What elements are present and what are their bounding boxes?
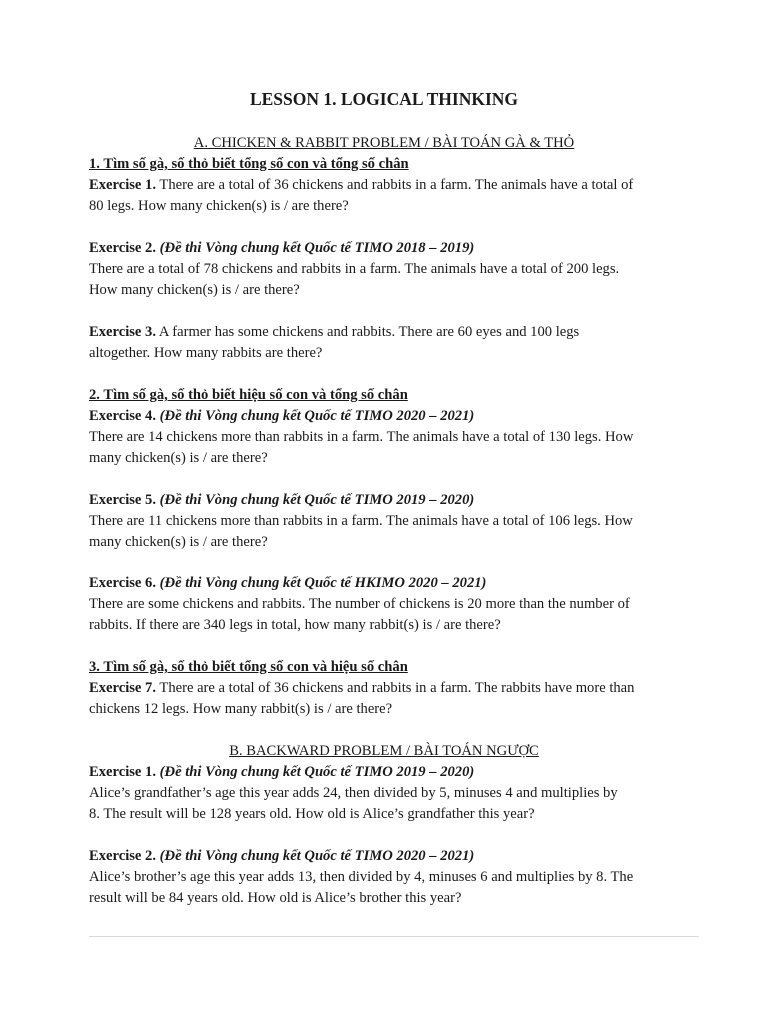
exercise-label: Exercise 2.	[89, 240, 157, 256]
exercise-b1	[89, 762, 697, 825]
exercise-a6	[89, 573, 697, 636]
exercise-a4	[89, 406, 697, 469]
exercise-text: 8. The result will be 128 years old. How old is Alice’s grandfather this year?	[89, 806, 535, 822]
exercise-label: Exercise 7.	[89, 680, 157, 696]
exercise-text: rabbits. If there are 340 legs in total, how many rabbit(s) is / are there?	[89, 617, 501, 633]
exercise-source: (Đề thi Vòng chung kết Quốc tế HKIMO 2020 – 2021)	[156, 575, 487, 591]
exercise-label: Exercise 1.	[89, 764, 157, 780]
exercise-label: Exercise 3.	[89, 324, 157, 340]
exercise-a3	[89, 322, 697, 364]
exercise-text: Alice’s grandfather’s age this year adds 24, then divided by 5, minuses 4 and multiplies by	[89, 785, 618, 801]
exercise-a5	[89, 490, 697, 553]
exercise-a1	[89, 175, 697, 217]
exercise-source: (Đề thi Vòng chung kết Quốc tế TIMO 2019 – 2020)	[156, 764, 475, 780]
exercise-text: many chicken(s) is / are there?	[89, 450, 268, 466]
exercise-text: many chicken(s) is / are there?	[89, 534, 268, 550]
exercise-label: Exercise 6.	[89, 575, 157, 591]
page-title: LESSON 1. LOGICAL THINKING	[249, 89, 519, 109]
exercise-text: chickens 12 legs. How many rabbit(s) is / are there?	[89, 701, 393, 717]
exercise-source: (Đề thi Vòng chung kết Quốc tế TIMO 2018 – 2019)	[156, 240, 475, 256]
section-a-heading: A. CHICKEN & RABBIT PROBLEM / BÀI TOÁN GÀ & THỎ	[193, 135, 575, 151]
section-b-heading: B. BACKWARD PROBLEM / BÀI TOÁN NGƯỢC	[229, 743, 539, 759]
exercise-source: (Đề thi Vòng chung kết Quốc tế TIMO 2020 – 2021)	[156, 848, 475, 864]
exercise-source: (Đề thi Vòng chung kết Quốc tế TIMO 2019 – 2020)	[156, 492, 475, 508]
subsection-2-heading: 2. Tìm số gà, số thỏ biết hiệu số con và tổng số chân	[89, 387, 408, 403]
exercise-text: There are 14 chickens more than rabbits in a farm. The animals have a total of 130 legs. How	[89, 429, 634, 445]
exercise-text: There are a total of 36 chickens and rabbits in a farm. The animals have a total of	[156, 177, 634, 193]
subsection-1-heading: 1. Tìm số gà, số thỏ biết tổng số con và tổng số chân	[89, 156, 409, 172]
exercise-label: Exercise 4.	[89, 408, 157, 424]
exercise-source: (Đề thi Vòng chung kết Quốc tế TIMO 2020 – 2021)	[156, 408, 475, 424]
exercise-text: How many chicken(s) is / are there?	[89, 282, 300, 298]
exercise-label: Exercise 2.	[89, 848, 157, 864]
exercise-a7	[89, 678, 697, 720]
exercise-text: There are some chickens and rabbits. The number of chickens is 20 more than the number of	[89, 596, 630, 612]
exercise-text: A farmer has some chickens and rabbits. There are 60 eyes and 100 legs	[156, 324, 580, 340]
exercise-text: There are a total of 36 chickens and rabbits in a farm. The rabbits have more than	[156, 680, 635, 696]
exercise-text: altogether. How many rabbits are there?	[89, 345, 323, 361]
exercise-text: Alice’s brother’s age this year adds 13, then divided by 4, minuses 6 and multiplies by 8. The	[89, 869, 634, 885]
subsection-3-heading: 3. Tìm số gà, số thỏ biết tổng số con và hiệu số chân	[89, 659, 408, 675]
exercise-text: 80 legs. How many chicken(s) is / are there?	[89, 198, 349, 214]
exercise-label: Exercise 5.	[89, 492, 157, 508]
footer-divider	[89, 936, 699, 937]
exercise-text: There are a total of 78 chickens and rabbits in a farm. The animals have a total of 200 legs.	[89, 261, 620, 277]
exercise-text: There are 11 chickens more than rabbits in a farm. The animals have a total of 106 legs. How	[89, 513, 633, 529]
exercise-b2	[89, 846, 697, 909]
exercise-text: result will be 84 years old. How old is Alice’s brother this year?	[89, 890, 462, 906]
exercise-a2	[89, 238, 697, 301]
exercise-label: Exercise 1.	[89, 177, 157, 193]
